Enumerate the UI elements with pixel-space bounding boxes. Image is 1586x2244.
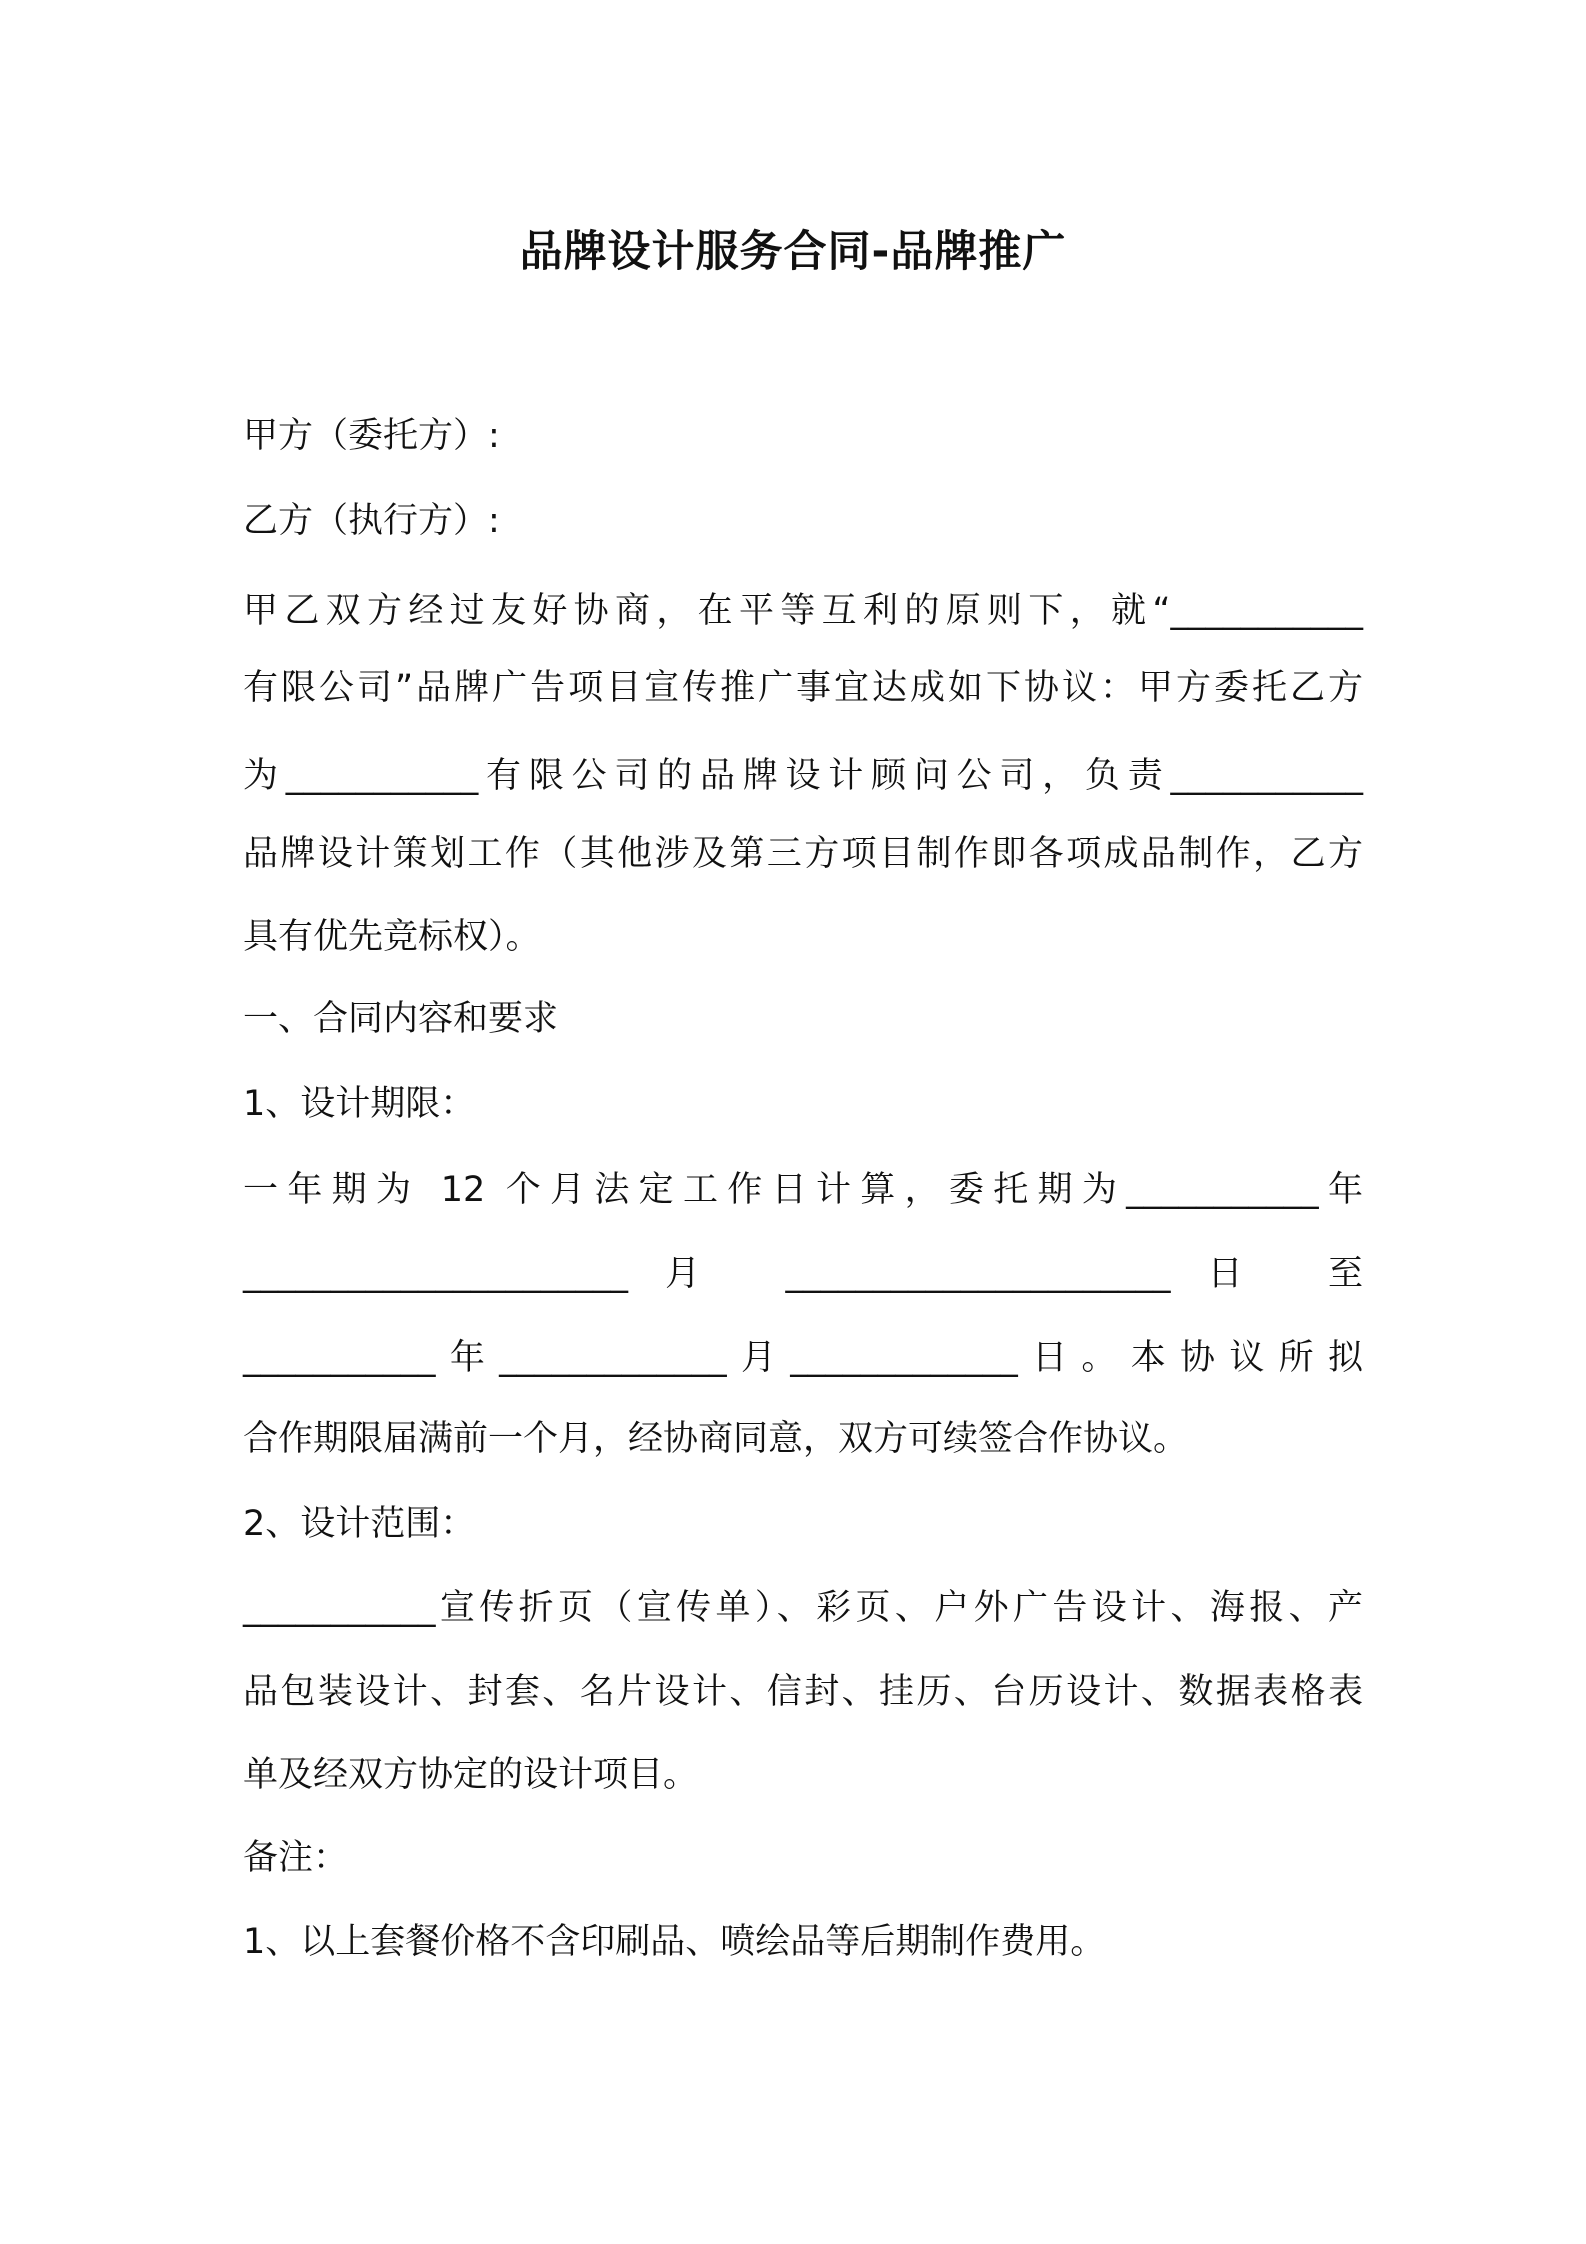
term-paragraph-line: 一年期为 12 个月法定工作日计算，委托期为___________年 (243, 1170, 1363, 1210)
party-a-line: 甲方（委托方）: (243, 416, 500, 456)
scope-paragraph-line: ___________宣传折页（宣传单）、彩页、户外广告设计、海报、产 (243, 1588, 1363, 1628)
term-paragraph-line: ______________________月 ______________________日 至 (243, 1254, 1363, 1294)
intro-paragraph-line: 有限公司”品牌广告项目宣传推广事宜达成如下协议：甲方委托乙方 (243, 668, 1363, 708)
scope-paragraph-line: 单及经双方协定的设计项目。 (243, 1755, 699, 1795)
intro-paragraph-line: 为___________有限公司的品牌设计顾问公司，负责___________ (243, 756, 1363, 796)
remark-heading: 备注： (243, 1838, 349, 1878)
remark-line: 1、以上套餐价格不含印刷品、喷绘品等后期制作费用。 (243, 1922, 1106, 1962)
party-b-line: 乙方（执行方）: (243, 501, 500, 541)
scope-paragraph-line: 品包装设计、封套、名片设计、信封、挂历、台历设计、数据表格表 (243, 1672, 1363, 1712)
intro-paragraph-line: 品牌设计策划工作（其他涉及第三方项目制作即各项成品制作，乙方 (243, 834, 1363, 874)
item-heading: 2、设计范围： (243, 1504, 476, 1544)
item-heading: 1、设计期限： (243, 1084, 476, 1124)
document-title: 品牌设计服务合同-品牌推广 (519, 227, 1067, 277)
term-paragraph-line: 合作期限届满前一个月，经协商同意，双方可续签合作协议。 (243, 1419, 1189, 1459)
intro-paragraph-line: 具有优先竞标权）。 (243, 917, 541, 957)
term-paragraph-line: ___________年_____________月_____________日。本协议所拟 (243, 1338, 1363, 1378)
intro-paragraph-line: 甲乙双方经过友好协商，在平等互利的原则下，就“___________ (243, 591, 1363, 631)
section-heading: 一、合同内容和要求 (243, 999, 559, 1039)
